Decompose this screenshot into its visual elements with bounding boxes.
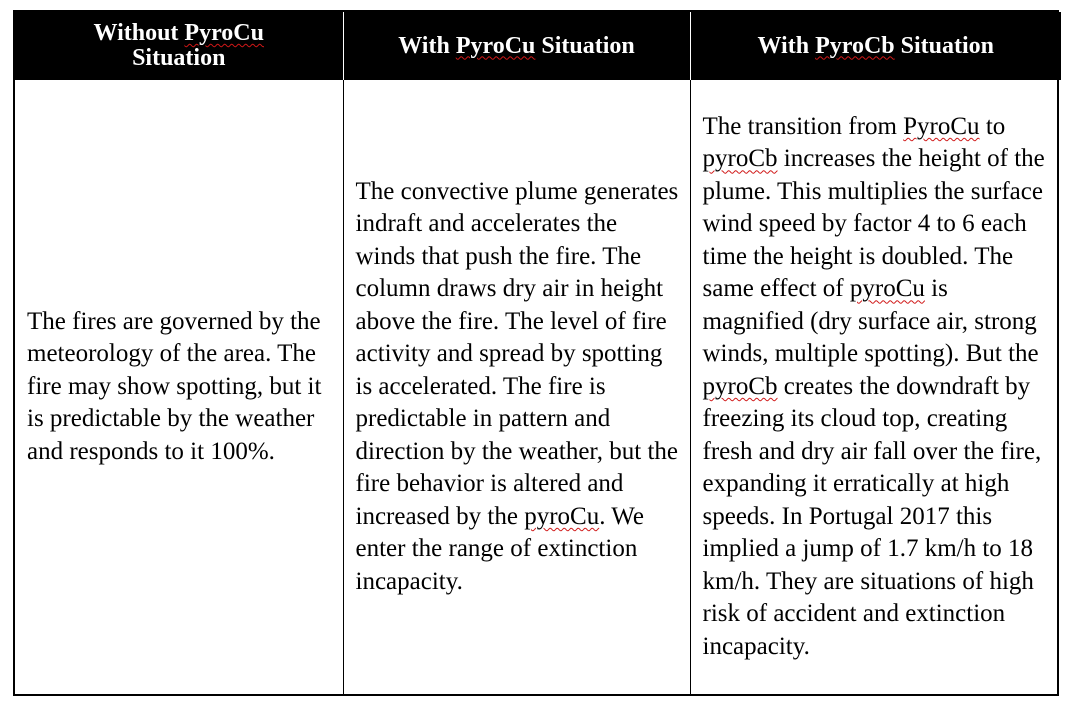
spellcheck-flag: PyroCu [184,20,264,46]
spellcheck-flag: pyroCb [702,145,778,173]
cell-with-pyrocu: The convective plume generates indraft and accelerates the winds that push the fire. The column draws dry air in height above the fire. The level of fire activity and spread by spotting is accelerated. The fire is predictable in pattern and direction by the weather, but the fire behavior is altered and increased by the pyroCu. We enter the range of extinction incapacity. [343,80,690,694]
spellcheck-flag: pyroCu [849,275,925,303]
cell-without-pyrocu: The fires are governed by the meteorology of the area. The fire may show spotting, but it is predictable by the weather and responds to it 100%. [27,307,322,465]
pyro-situation-table [15,12,1061,694]
spellcheck-flag: pyroCb [702,372,778,400]
spellcheck-flag: pyroCu [524,502,600,530]
header-with-pyrocu: With PyroCu Situation [343,12,690,80]
comparison-table-container [13,10,1059,696]
spellcheck-flag: PyroCu [903,112,980,140]
header-with-pyrocb: With PyroCb Situation [690,12,1061,80]
body-row [15,80,1061,694]
header-row [15,12,1061,80]
header-without-pyrocu: Without PyroCu Situation [15,12,343,80]
spellcheck-flag: PyroCb [815,32,895,59]
spellcheck-flag: PyroCu [455,32,536,59]
cell-with-pyrocb: The transition from PyroCu to pyroCb increases the height of the plume. This multiplies the surface wind speed by factor 4 to 6 each time the height is doubled. The same effect of pyroCu is magnified (dry surface air, strong winds, multiple spotting). But the pyroCb creates the downdraft by freezing its cloud top, creating fresh and dry air fall over the fire, expanding it erratically at high speeds. In Portugal 2017 this implied a jump of 1.7 km/h to 18 km/h. They are situations of high risk of accident and extinction incapacity. [690,80,1061,694]
